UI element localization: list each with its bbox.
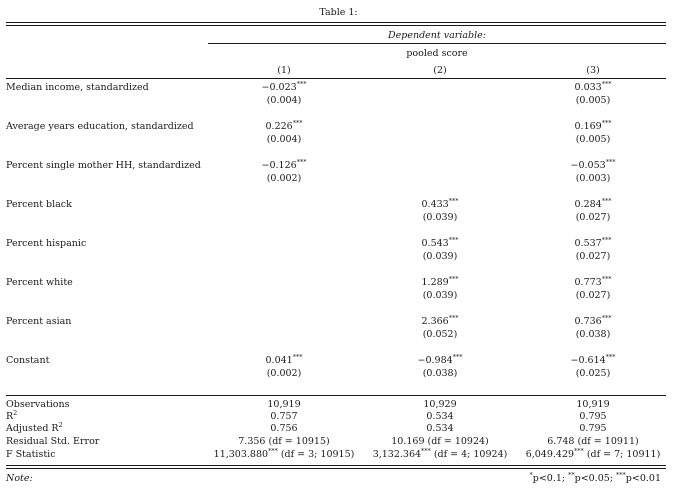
stat-value: 0.534 bbox=[426, 411, 454, 422]
stat-value-df: (df = 4; 10924) bbox=[430, 449, 508, 460]
standard-error-cell: (0.039) bbox=[422, 251, 458, 262]
coefficient-cell bbox=[503, 160, 677, 171]
significance-stars: *** bbox=[605, 158, 616, 166]
coefficient-cell bbox=[194, 82, 374, 93]
standard-error-cell: (0.002) bbox=[266, 368, 302, 379]
row-label: Percent hispanic bbox=[6, 238, 87, 249]
coefficient-value: −0.614 bbox=[570, 355, 606, 366]
standard-error-cell: (0.025) bbox=[575, 368, 611, 379]
coefficient-cell bbox=[503, 199, 677, 210]
stat-value-main: 11,303.880 bbox=[213, 449, 269, 460]
coefficient-cell bbox=[503, 82, 677, 93]
significance-threshold: p<0.01 bbox=[625, 473, 661, 484]
column-header-3: (3) bbox=[586, 65, 600, 76]
stat-value: 0.795 bbox=[579, 411, 607, 422]
stat-label bbox=[6, 423, 63, 434]
table-title: Table 1: bbox=[319, 7, 358, 18]
coefficient-cell bbox=[194, 160, 374, 171]
row-label: Median income, standardized bbox=[6, 82, 149, 93]
row-label: Percent single mother HH, standardized bbox=[6, 160, 201, 171]
significance-stars: *** bbox=[448, 197, 459, 205]
coefficient-value: 0.543 bbox=[421, 238, 449, 249]
coefficient-value: 0.736 bbox=[574, 316, 602, 327]
significance-stars: ** bbox=[568, 471, 575, 479]
coefficient-value: 0.041 bbox=[265, 355, 293, 366]
significance-stars: *** bbox=[574, 447, 584, 455]
stat-label bbox=[6, 411, 17, 422]
stat-label-text: R bbox=[6, 411, 14, 422]
significance-stars: *** bbox=[421, 447, 431, 455]
stat-value-main: 3,132.364 bbox=[372, 449, 422, 460]
row-label: Percent white bbox=[6, 277, 73, 288]
stat-value: 10,919 bbox=[576, 399, 610, 410]
significance-stars: *** bbox=[268, 447, 278, 455]
coefficient-cell bbox=[503, 238, 677, 249]
stat-label-text: Observations bbox=[6, 399, 70, 410]
significance-stars: *** bbox=[448, 236, 459, 244]
stat-label-text: Adjusted R bbox=[6, 423, 59, 434]
note-label: Note: bbox=[6, 473, 33, 484]
standard-error-cell: (0.004) bbox=[266, 134, 302, 145]
standard-error-cell: (0.004) bbox=[266, 95, 302, 106]
standard-error-cell: (0.052) bbox=[422, 329, 458, 340]
coefficient-value: 0.033 bbox=[574, 82, 602, 93]
dependent-variable-header: Dependent variable: bbox=[388, 30, 486, 41]
stat-value bbox=[194, 449, 374, 460]
significance-stars: *** bbox=[448, 314, 459, 322]
stat-value: 10,919 bbox=[267, 399, 301, 410]
significance-stars: *** bbox=[616, 471, 626, 479]
coefficient-value: 0.284 bbox=[574, 199, 602, 210]
standard-error-cell: (0.003) bbox=[575, 173, 611, 184]
significance-stars: *** bbox=[452, 353, 463, 361]
column-header-2: (2) bbox=[433, 65, 447, 76]
standard-error-cell: (0.027) bbox=[575, 251, 611, 262]
row-label: Average years education, standardized bbox=[6, 121, 194, 132]
stat-value-df: (df = 3; 10915) bbox=[277, 449, 355, 460]
significance-note bbox=[530, 473, 662, 484]
standard-error-cell: (0.038) bbox=[575, 329, 611, 340]
stat-value-main: 6,049.429 bbox=[525, 449, 575, 460]
standard-error-cell: (0.027) bbox=[575, 290, 611, 301]
significance-stars: *** bbox=[601, 80, 612, 88]
stat-value: 10,929 bbox=[423, 399, 457, 410]
significance-stars: *** bbox=[296, 80, 307, 88]
standard-error-cell: (0.005) bbox=[575, 95, 611, 106]
stat-label-text: Residual Std. Error bbox=[6, 436, 100, 447]
coefficient-cell bbox=[194, 355, 374, 366]
standard-error-cell: (0.027) bbox=[575, 212, 611, 223]
stat-label bbox=[6, 449, 56, 460]
significance-stars: *** bbox=[448, 275, 459, 283]
bottom-rule-2 bbox=[6, 468, 666, 469]
significance-stars: *** bbox=[292, 353, 303, 361]
coefficient-cell bbox=[503, 316, 677, 327]
stat-label-superscript: 2 bbox=[58, 421, 63, 429]
stat-label bbox=[6, 436, 99, 447]
stat-value: 0.534 bbox=[426, 423, 454, 434]
standard-error-cell: (0.039) bbox=[422, 212, 458, 223]
stat-value: 0.756 bbox=[270, 423, 298, 434]
significance-stars: * bbox=[529, 471, 533, 479]
stat-value: 0.757 bbox=[270, 411, 298, 422]
significance-stars: *** bbox=[601, 236, 612, 244]
stats-rule bbox=[6, 395, 666, 396]
coefficient-value: 0.433 bbox=[421, 199, 449, 210]
standard-error-cell: (0.005) bbox=[575, 134, 611, 145]
coefficient-cell bbox=[503, 355, 677, 366]
coefficient-value: −0.053 bbox=[570, 160, 606, 171]
header-rule bbox=[6, 78, 666, 79]
coefficient-value: 2.366 bbox=[421, 316, 449, 327]
stat-value: 10.169 (df = 10924) bbox=[391, 436, 489, 447]
coefficient-value: 0.226 bbox=[265, 121, 293, 132]
coefficient-value: −0.984 bbox=[417, 355, 453, 366]
row-label: Constant bbox=[6, 355, 50, 366]
significance-stars: *** bbox=[296, 158, 307, 166]
coefficient-value: −0.126 bbox=[261, 160, 297, 171]
coefficient-cell bbox=[503, 277, 677, 288]
coefficient-value: −0.023 bbox=[261, 82, 297, 93]
coefficient-value: 1.289 bbox=[421, 277, 449, 288]
dependent-variable-name: pooled score bbox=[406, 48, 468, 59]
significance-stars: *** bbox=[601, 275, 612, 283]
standard-error-cell: (0.039) bbox=[422, 290, 458, 301]
significance-stars: *** bbox=[605, 353, 616, 361]
stat-value bbox=[503, 449, 677, 460]
top-rule-2 bbox=[6, 25, 666, 26]
stat-label-text: F Statistic bbox=[6, 449, 56, 460]
significance-stars: *** bbox=[601, 119, 612, 127]
significance-threshold: p<0.05; bbox=[574, 473, 617, 484]
bottom-rule bbox=[6, 465, 666, 466]
coefficient-value: 0.537 bbox=[574, 238, 602, 249]
significance-threshold: p<0.1; bbox=[532, 473, 569, 484]
coefficient-cell bbox=[194, 121, 374, 132]
standard-error-cell: (0.038) bbox=[422, 368, 458, 379]
column-header-1: (1) bbox=[277, 65, 291, 76]
stat-value: 0.795 bbox=[579, 423, 607, 434]
stat-value: 7.356 (df = 10915) bbox=[238, 436, 330, 447]
dependent-variable-rule bbox=[208, 43, 666, 44]
top-rule bbox=[6, 22, 666, 23]
significance-stars: *** bbox=[601, 197, 612, 205]
row-label: Percent black bbox=[6, 199, 72, 210]
coefficient-value: 0.773 bbox=[574, 277, 602, 288]
standard-error-cell: (0.002) bbox=[266, 173, 302, 184]
stat-value: 6.748 (df = 10911) bbox=[547, 436, 639, 447]
coefficient-value: 0.169 bbox=[574, 121, 602, 132]
significance-stars: *** bbox=[292, 119, 303, 127]
significance-stars: *** bbox=[601, 314, 612, 322]
stat-label-superscript: 2 bbox=[13, 409, 18, 417]
row-label: Percent asian bbox=[6, 316, 72, 327]
coefficient-cell bbox=[503, 121, 677, 132]
stat-value-df: (df = 7; 10911) bbox=[583, 449, 661, 460]
